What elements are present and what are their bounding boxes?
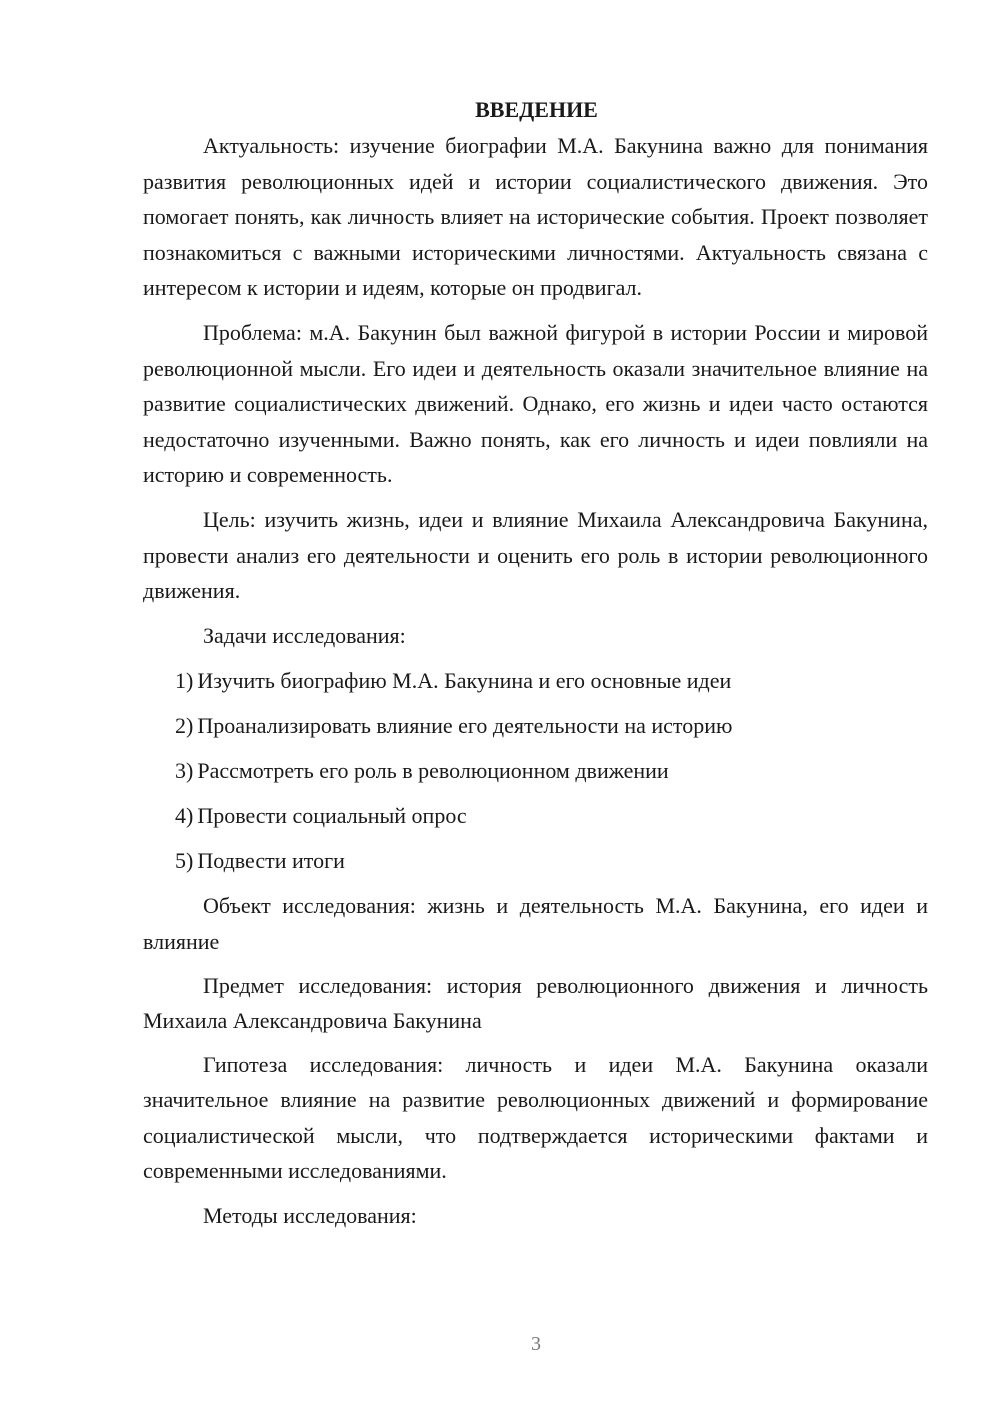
list-item-number: 3) <box>175 758 194 784</box>
methods-title: Методы исследования: <box>203 1203 417 1229</box>
list-item <box>143 798 928 833</box>
list-item-text: Подвести итоги <box>197 848 345 874</box>
goal-paragraph: Цель: изучить жизнь, идеи и влияние Михаила Александровича Бакунина, провести анализ его деятельности и оценить его роль в истории революционного движения. <box>143 506 928 604</box>
subject-paragraph: Предмет исследования: история революционного движения и личность Михаила Александровича Бакунина <box>143 972 928 1034</box>
list-item-number: 2) <box>175 713 194 739</box>
list-item-text: Проанализировать влияние его деятельности на историю <box>197 713 733 739</box>
list-item <box>143 843 928 878</box>
list-item-number: 5) <box>175 848 194 874</box>
document-page <box>143 92 928 1234</box>
page-number: 3 <box>531 1333 541 1355</box>
relevance-paragraph: Актуальность: изучение биографии М.А. Бакунина важно для понимания развития революционных идей и истории социалистического движения. Это помогает понять, как личность влияет на исторические события. Проект позволяет познакомиться с важными историческими личностями. Актуальность связана с интересом к истории и идеям, которые он продвигал. <box>143 133 928 301</box>
list-item <box>143 663 928 698</box>
page-title: ВВЕДЕНИЕ <box>475 97 598 122</box>
object-paragraph: Объект исследования: жизнь и деятельность М.А. Бакунина, его идеи и влияние <box>143 893 928 954</box>
problem-paragraph: Проблема: м.А. Бакунин был важной фигурой в истории России и мировой революционной мысли. Его идеи и деятельность оказали значительное влияние на развитие социалистических движений. Однако, его жизнь и идеи часто остаются недостаточно изученными. Важно понять, как его личность и идеи повлияли на историю и современность. <box>143 319 928 488</box>
list-item-number: 1) <box>175 668 194 694</box>
list-item-text: Провести социальный опрос <box>197 803 467 829</box>
list-item <box>143 753 928 788</box>
list-item-number: 4) <box>175 803 194 829</box>
hypothesis-paragraph: Гипотеза исследования: личность и идеи М.А. Бакунина оказали значительное влияние на развитие революционных движений и формирование социалистической мысли, что подтверждается историческими фактами и современными исследованиями. <box>143 1051 928 1184</box>
list-item-text: Изучить биографию М.А. Бакунина и его основные идеи <box>197 668 732 694</box>
list-item-text: Рассмотреть его роль в революционном движении <box>197 758 669 784</box>
list-item <box>143 708 928 743</box>
tasks-title: Задачи исследования: <box>203 622 406 648</box>
tasks-list <box>143 663 928 878</box>
